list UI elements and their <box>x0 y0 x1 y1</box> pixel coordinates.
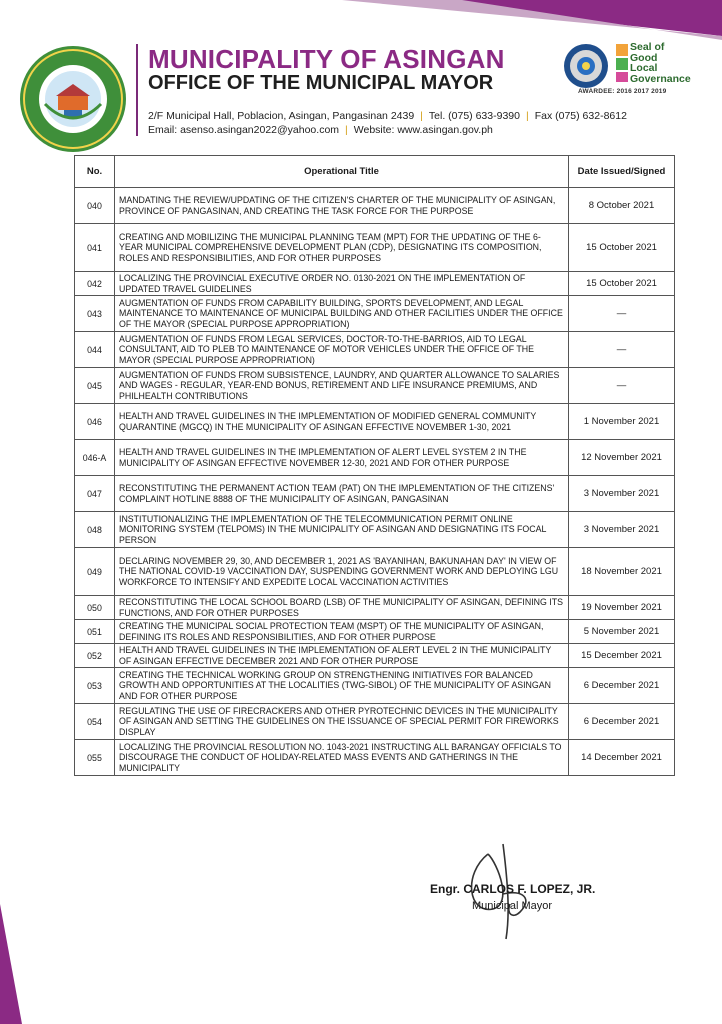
row-date: 8 October 2021 <box>569 188 675 224</box>
separator: | <box>345 124 348 136</box>
row-number: 047 <box>75 476 115 512</box>
address-text: 2/F Municipal Hall, Poblacion, Asingan, Pangasinan 2439 <box>148 110 415 122</box>
table-row <box>75 332 675 368</box>
row-number: 046 <box>75 404 115 440</box>
table-row <box>75 740 675 776</box>
row-title: CREATING THE TECHNICAL WORKING GROUP ON STRENGTHENING INITIATIVES FOR BALANCED GROWTH AND OPPORTUNITIES AT THE LOCALITIES (TWG-SIBOL) OF THE MUNICIPALITY OF ASINGAN AND FOR OTHER PURPOSE <box>115 668 569 704</box>
row-title: LOCALIZING THE PROVINCIAL RESOLUTION NO. 1043-2021 INSTRUCTING ALL BARANGAY OFFICIALS TO DISCOURAGE THE CONDUCT OF HOLIDAY-RELATED MASS EVENTS AND GATHERINGS IN THE MUNICIPALITY <box>115 740 569 776</box>
table-header-row <box>75 156 675 188</box>
sglg-label: Seal of Good Local Governance <box>630 41 691 85</box>
header-no: No. <box>75 156 115 188</box>
telephone-text: Tel. (075) 633-9390 <box>428 110 520 122</box>
contact-line-2 <box>148 124 493 136</box>
header-title: Operational Title <box>115 156 569 188</box>
table-row <box>75 368 675 404</box>
row-number: 054 <box>75 704 115 740</box>
table-row <box>75 620 675 644</box>
table-row <box>75 476 675 512</box>
website-text: Website: www.asingan.gov.ph <box>353 124 493 136</box>
table-row <box>75 404 675 440</box>
table-row <box>75 512 675 548</box>
awardee-label: AWARDEE: 2016 2017 2019 <box>578 88 667 95</box>
row-number: 048 <box>75 512 115 548</box>
table-row <box>75 596 675 620</box>
row-title: AUGMENTATION OF FUNDS FROM SUBSISTENCE, LAUNDRY, AND QUARTER ALLOWANCE TO SALARIES AND WAGES - REGULAR, YEAR-END BONUS, RETIREMENT AND LIFE INSURANCE PREMIUMS, AND PHILHEALTH CONTRIBUTIONS <box>115 368 569 404</box>
municipal-seal-icon <box>18 44 128 154</box>
row-title: LOCALIZING THE PROVINCIAL EXECUTIVE ORDER NO. 0130-2021 ON THE IMPLEMENTATION OF UPDATED TRAVEL GUIDELINES <box>115 272 569 296</box>
row-number: 043 <box>75 296 115 332</box>
row-title: RECONSTITUTING THE LOCAL SCHOOL BOARD (LSB) OF THE MUNICIPALITY OF ASINGAN, DEFINING ITS FUNCTIONS, AND FOR OTHER PURPOSES <box>115 596 569 620</box>
table-row <box>75 440 675 476</box>
row-date: 15 October 2021 <box>569 272 675 296</box>
row-number: 042 <box>75 272 115 296</box>
orders-table <box>74 155 675 776</box>
row-number: 046-A <box>75 440 115 476</box>
corner-decoration-bottom <box>0 904 22 1024</box>
row-number: 051 <box>75 620 115 644</box>
row-date: 15 December 2021 <box>569 644 675 668</box>
row-number: 041 <box>75 224 115 272</box>
contact-line-1 <box>148 110 627 122</box>
table-row <box>75 272 675 296</box>
row-title: CREATING THE MUNICIPAL SOCIAL PROTECTION TEAM (MSPT) OF THE MUNICIPALITY OF ASINGAN, DEFINING ITS ROLES AND RESPONSIBILITIES, AND FOR OTHER PURPOSE <box>115 620 569 644</box>
row-title: HEALTH AND TRAVEL GUIDELINES IN THE IMPLEMENTATION OF ALERT LEVEL SYSTEM 2 IN THE MUNICIPALITY OF ASINGAN EFFECTIVE NOVEMBER 12-30, 2021 AND FOR OTHER PURPOSE <box>115 440 569 476</box>
row-title: HEALTH AND TRAVEL GUIDELINES IN THE IMPLEMENTATION OF MODIFIED GENERAL COMMUNITY QUARANTINE (MGCQ) IN THE MUNICIPALITY OF ASINGAN EFFECTIVE NOVEMBER 1-30, 2021 <box>115 404 569 440</box>
row-number: 045 <box>75 368 115 404</box>
row-title: AUGMENTATION OF FUNDS FROM CAPABILITY BUILDING, SPORTS DEVELOPMENT, AND LEGAL MAINTENANCE TO MAINTENANCE OF MUNICIPAL BUILDING AND OTHER FACILITIES UNDER THE OFFICE OF THE MAYOR (SPECIAL PURPOSE APPROPRIATION) <box>115 296 569 332</box>
row-date: 6 December 2021 <box>569 668 675 704</box>
fax-text: Fax (075) 632-8612 <box>534 110 627 122</box>
row-title: HEALTH AND TRAVEL GUIDELINES IN THE IMPLEMENTATION OF ALERT LEVEL 2 IN THE MUNICIPALITY OF ASINGAN EFFECTIVE DECEMBER 2021 AND FOR OTHER PURPOSE <box>115 644 569 668</box>
email-text: Email: asenso.asingan2022@yahoo.com <box>148 124 340 136</box>
row-date: 3 November 2021 <box>569 476 675 512</box>
header-divider <box>136 44 138 136</box>
page-title: MUNICIPALITY OF ASINGAN <box>148 44 505 74</box>
separator: | <box>525 110 529 122</box>
corner-decoration <box>342 0 722 40</box>
table-row <box>75 644 675 668</box>
row-number: 053 <box>75 668 115 704</box>
row-number: 044 <box>75 332 115 368</box>
header-date: Date Issued/Signed <box>569 156 675 188</box>
table-row <box>75 188 675 224</box>
row-title: MANDATING THE REVIEW/UPDATING OF THE CITIZEN'S CHARTER OF THE MUNICIPALITY OF ASINGAN, PROVINCE OF PANGASINAN, AND CREATING THE TASK FORCE FOR THE PURPOSE <box>115 188 569 224</box>
signer-position: Municipal Mayor <box>472 900 553 912</box>
row-title: REGULATING THE USE OF FIRECRACKERS AND OTHER PYROTECHNIC DEVICES IN THE MUNICIPALITY OF ASINGAN AND SETTING THE GUIDELINES ON THE ISSUANCE OF SPECIAL PERMIT FOR FIREWORKS DISPLAY <box>115 704 569 740</box>
row-date: 6 December 2021 <box>569 704 675 740</box>
table-row <box>75 224 675 272</box>
row-date: — <box>569 332 675 368</box>
office-subtitle: OFFICE OF THE MUNICIPAL MAYOR <box>148 72 494 94</box>
row-date: 18 November 2021 <box>569 548 675 596</box>
table-row <box>75 296 675 332</box>
row-title: INSTITUTIONALIZING THE IMPLEMENTATION OF THE TELECOMMUNICATION PERMIT ONLINE MONITORING SYSTEM (TELPOMS) IN THE MUNICIPALITY OF ASINGAN AND DESIGNATING ITS FOCAL PERSON <box>115 512 569 548</box>
row-date: 19 November 2021 <box>569 596 675 620</box>
table-row <box>75 668 675 704</box>
row-date: 5 November 2021 <box>569 620 675 644</box>
row-number: 040 <box>75 188 115 224</box>
row-title: DECLARING NOVEMBER 29, 30, AND DECEMBER 1, 2021 AS 'BAYANIHAN, BAKUNAHAN DAY' IN VIEW OF THE NATIONAL COVID-19 VACCINATION DAY, SUSPENDING GOVERNMENT WORK AND DEPLOYING LGU WORKFORCE TO INTENSIFY AND EXPEDITE LOCAL VACCINATION ACTIVITIES <box>115 548 569 596</box>
row-date: 1 November 2021 <box>569 404 675 440</box>
row-date: 12 November 2021 <box>569 440 675 476</box>
separator: | <box>420 110 423 122</box>
row-number: 050 <box>75 596 115 620</box>
signer-name: Engr. CARLOS F. LOPEZ, JR. <box>430 882 596 896</box>
row-title: RECONSTITUTING THE PERMANENT ACTION TEAM (PAT) ON THE IMPLEMENTATION OF THE CITIZENS' COMPLAINT HOTLINE 8888 OF THE MUNICIPALITY OF ASINGAN, PANGASINAN <box>115 476 569 512</box>
row-number: 052 <box>75 644 115 668</box>
row-number: 049 <box>75 548 115 596</box>
award-badge-icon <box>562 42 610 90</box>
row-date: 3 November 2021 <box>569 512 675 548</box>
table-row <box>75 548 675 596</box>
row-date: — <box>569 296 675 332</box>
row-date: — <box>569 368 675 404</box>
row-number: 055 <box>75 740 115 776</box>
row-date: 14 December 2021 <box>569 740 675 776</box>
row-date: 15 October 2021 <box>569 224 675 272</box>
row-title: AUGMENTATION OF FUNDS FROM LEGAL SERVICES, DOCTOR-TO-THE-BARRIOS, AID TO LEGAL CONSULTANT, AID TO PLEB TO MAINTENANCE OF MOTOR VEHICLES UNDER THE OFFICE OF THE MAYOR (SPECIAL PURPOSE APPROPRIATION) <box>115 332 569 368</box>
row-title: CREATING AND MOBILIZING THE MUNICIPAL PLANNING TEAM (MPT) FOR THE UPDATING OF THE 6-YEAR MUNICIPAL COMPREHENSIVE DEVELOPMENT PLAN (CDP), DESIGNATING ITS COMPOSITION, ROLES AND RESPONSIBILITIES, AND FOR OTHER PURPOSES <box>115 224 569 272</box>
table-row <box>75 704 675 740</box>
